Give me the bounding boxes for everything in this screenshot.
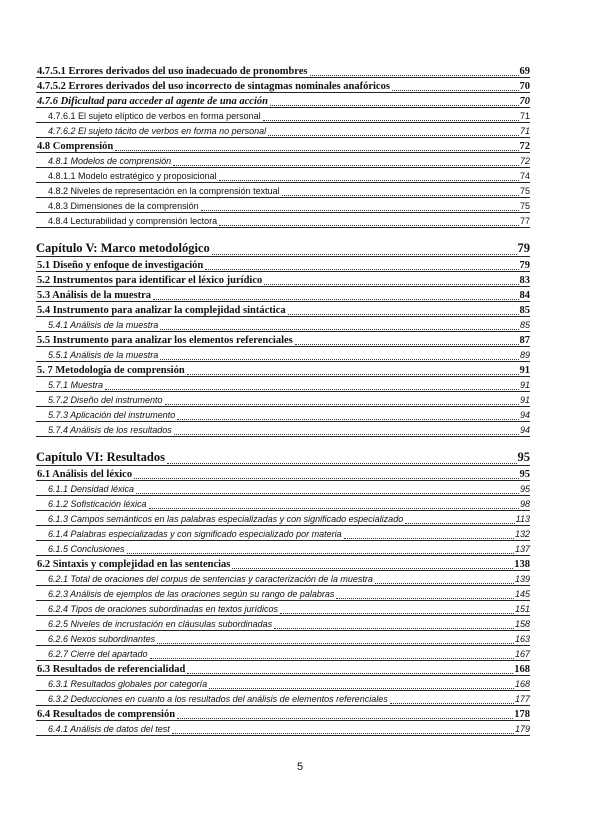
toc-entry-page: 178 (514, 709, 530, 720)
section-spacer (36, 438, 530, 448)
toc-entry-page: 179 (514, 724, 530, 734)
dot-leader (160, 329, 519, 330)
toc-entry-title: 5.2 Instrumentos para identificar el léxico jurídico (37, 275, 263, 286)
toc-entry-page: 138 (514, 559, 530, 570)
dot-leader (160, 359, 519, 360)
toc-entry-title: 6.1.4 Palabras especializadas y con significado especializado por materia (48, 529, 342, 539)
toc-entry-title: 6.2.3 Análisis de ejemplos de las oraciones según su rango de palabras (48, 589, 335, 599)
toc-entry-title: 6.2.4 Tipos de oraciones subordinadas en textos jurídicos (48, 604, 279, 614)
toc-entry (36, 139, 530, 154)
toc-entry-title: 5.1 Diseño y enfoque de investigación (37, 260, 204, 271)
toc-entry-page: 72 (519, 141, 530, 152)
toc-entry-title: 4.7.6.1 El sujeto elíptico de verbos en forma personal (48, 111, 261, 121)
dot-leader (127, 553, 514, 554)
dot-leader (153, 299, 518, 300)
toc-entry-title: 5.7.1 Muestra (48, 380, 104, 390)
toc-entry-title: 6.1.2 Sofisticación léxica (48, 499, 147, 509)
toc-entry (36, 572, 530, 587)
toc-entry-page: 69 (519, 66, 530, 77)
toc-entry (36, 542, 530, 557)
toc-entry-title: 4.7.6.2 El sujeto tácito de verbos en forma no personal (48, 126, 267, 136)
toc-entry-page: 75 (519, 186, 530, 196)
toc-entry-title: 6.1.3 Campos semánticos en las palabras especializadas y con significado especializado (48, 514, 404, 524)
toc-entry (36, 482, 530, 497)
dot-leader (392, 90, 519, 91)
dot-leader (150, 658, 514, 659)
section-spacer (36, 229, 530, 239)
dot-leader (212, 254, 517, 255)
dot-leader (219, 180, 519, 181)
toc-entry (36, 677, 530, 692)
dot-leader (270, 105, 519, 106)
toc-entry-page: 132 (514, 529, 530, 539)
dot-leader (344, 538, 514, 539)
toc-entry-page: 70 (519, 96, 530, 107)
dot-leader (201, 210, 519, 211)
toc-entry-page: 95 (517, 450, 530, 464)
toc-entry (36, 169, 530, 184)
toc-entry (36, 154, 530, 169)
dot-leader (405, 523, 514, 524)
dot-leader (157, 643, 514, 644)
dot-leader (187, 673, 513, 674)
toc-entry (36, 109, 530, 124)
toc-entry-title: 6.4.1 Análisis de datos del test (48, 724, 170, 734)
toc-entry-title: 5.7.4 Análisis de los resultados (48, 425, 172, 435)
toc-entry-title: 6.3 Resultados de referencialidad (37, 664, 186, 675)
toc-entry-title: 5.7.2 Diseño del instrumento (48, 395, 163, 405)
toc-entry-title: 4.7.5.2 Errores derivados del uso incorrecto de sintagmas nominales anafóricos (37, 81, 390, 92)
toc-entry (36, 288, 530, 303)
toc-entry-page: 79 (519, 260, 530, 271)
dot-leader (295, 344, 519, 345)
dot-leader (336, 598, 514, 599)
dot-leader (209, 688, 514, 689)
toc-entry (36, 333, 530, 348)
toc-entry-page: 74 (519, 171, 530, 181)
toc-entry-page: 85 (519, 320, 530, 330)
toc-entry-page: 113 (515, 514, 530, 524)
toc-entry (36, 408, 530, 423)
toc-entry-title: 5.4 Instrumento para analizar la complejidad sintáctica (37, 305, 286, 316)
toc-entry-title: 4.8.3 Dimensiones de la comprensión (48, 201, 199, 211)
toc-entry-page: 168 (514, 679, 530, 689)
toc-entry-title: 5. 7 Metodología de comprensión (37, 365, 185, 376)
toc-entry-title: 6.2.6 Nexos subordinantes (48, 634, 156, 644)
toc-entry-page: 168 (514, 664, 530, 675)
dot-leader (173, 165, 519, 166)
toc-entry (36, 184, 530, 199)
dot-leader (167, 463, 517, 464)
toc-entry-title: 6.3.2 Deducciones en cuanto a los resultados del análisis de elementos referenciales (48, 694, 388, 704)
toc-entry-page: 91 (519, 395, 530, 405)
toc-entry (36, 303, 530, 318)
toc-entry-page: 94 (519, 410, 530, 420)
dot-leader (149, 508, 519, 509)
toc-entry (36, 378, 530, 393)
dot-leader (105, 389, 519, 390)
dot-leader (310, 75, 519, 76)
toc-entry-title: 5.3 Análisis de la muestra (37, 290, 152, 301)
toc-entry (36, 692, 530, 707)
toc-entry-page: 145 (514, 589, 530, 599)
toc-entry-page: 167 (514, 649, 530, 659)
toc-entry-page: 71 (519, 111, 530, 121)
toc-entry (36, 647, 530, 662)
toc-entry (36, 348, 530, 363)
toc-entry-page: 95 (519, 469, 530, 480)
toc-entry-page: 158 (514, 619, 530, 629)
toc-entry (36, 423, 530, 438)
dot-leader (280, 613, 514, 614)
toc-entry (36, 602, 530, 617)
toc-entry-title: 6.2.5 Niveles de incrustación en cláusulas subordinadas (48, 619, 273, 629)
dot-leader (375, 583, 514, 584)
toc-entry-page: 177 (514, 694, 530, 704)
toc-entry (36, 497, 530, 512)
toc-entry (36, 393, 530, 408)
toc-entry (36, 79, 530, 94)
toc-entry (36, 512, 530, 527)
toc-entry-title: 6.1.1 Densidad léxica (48, 484, 135, 494)
toc-entry-title: 6.4 Resultados de comprensión (37, 709, 176, 720)
toc-entry-title: 4.7.5.1 Errores derivados del uso inadecuado de pronombres (37, 66, 308, 77)
toc-entry-title: 6.2 Sintaxis y complejidad en las sentencias (37, 559, 231, 570)
toc-entry-page: 139 (514, 574, 530, 584)
toc-entry-page: 98 (519, 499, 530, 509)
dot-leader (177, 419, 519, 420)
toc-entry-title: 4.7.6 Dificultad para acceder al agente de una acción (37, 96, 268, 107)
dot-leader (268, 135, 519, 136)
toc-entry-title: 6.3.1 Resultados globales por categoría (48, 679, 208, 689)
dot-leader (264, 284, 518, 285)
toc-entry-page: 70 (519, 81, 530, 92)
dot-leader (288, 314, 519, 315)
page-number: 5 (296, 761, 304, 773)
toc-entry-title: 5.5 Instrumento para analizar los elementos referenciales (37, 335, 293, 346)
toc-entry-page: 71 (519, 126, 530, 136)
dot-leader (219, 225, 519, 226)
dot-leader (177, 718, 513, 719)
toc-entry-title: Capítulo V: Marco metodológico (36, 241, 210, 255)
toc-entry (36, 617, 530, 632)
toc-entry-page: 87 (519, 335, 530, 346)
toc-entry (36, 94, 530, 109)
toc-entry (36, 199, 530, 214)
dot-leader (232, 568, 513, 569)
toc-entry-page: 77 (519, 216, 530, 226)
dot-leader (172, 733, 514, 734)
dot-leader (205, 269, 518, 270)
toc-entry-page: 84 (519, 290, 530, 301)
dot-leader (274, 628, 514, 629)
toc-entry-title: 5.4.1 Análisis de la muestra (48, 320, 159, 330)
toc-entry-title: 5.5.1 Análisis de la muestra (48, 350, 159, 360)
toc-entry-title: 6.1.5 Conclusiones (48, 544, 125, 554)
toc-entry (36, 632, 530, 647)
toc-entry (36, 448, 530, 467)
toc-entry (36, 64, 530, 79)
toc-entry (36, 363, 530, 378)
dot-leader (115, 150, 518, 151)
dot-leader (390, 703, 514, 704)
toc-entry-page: 137 (514, 544, 530, 554)
toc-entry-title: 4.8.1.1 Modelo estratégico y proposicional (48, 171, 217, 181)
toc-entry-title: 4.8.1 Modelos de comprensión (48, 156, 172, 166)
toc-entry-page: 83 (519, 275, 530, 286)
dot-leader (134, 478, 518, 479)
toc-entry (36, 273, 530, 288)
toc-entry (36, 318, 530, 333)
toc-entry (36, 587, 530, 602)
dot-leader (136, 493, 519, 494)
toc-entry-page: 91 (519, 380, 530, 390)
dot-leader (187, 374, 519, 375)
toc-entry-page: 72 (519, 156, 530, 166)
toc-entry (36, 467, 530, 482)
toc-entry-page: 89 (519, 350, 530, 360)
toc-entry (36, 124, 530, 139)
dot-leader (174, 434, 519, 435)
toc-entry (36, 722, 530, 737)
toc-entry-page: 75 (519, 201, 530, 211)
toc-entry-title: 5.7.3 Aplicación del instrumento (48, 410, 176, 420)
toc-entry-page: 79 (517, 241, 530, 255)
dot-leader (282, 195, 519, 196)
table-of-contents (36, 64, 530, 737)
dot-leader (165, 404, 519, 405)
toc-entry-title: 6.2.1 Total de oraciones del corpus de sentencias y caracterización de la muestra (48, 574, 373, 584)
toc-entry-page: 95 (519, 484, 530, 494)
toc-entry (36, 707, 530, 722)
toc-entry-title: Capítulo VI: Resultados (36, 450, 165, 464)
toc-entry-page: 151 (514, 604, 530, 614)
toc-entry-title: 4.8.4 Lecturabilidad y comprensión lectora (48, 216, 218, 226)
toc-entry (36, 214, 530, 229)
toc-entry (36, 527, 530, 542)
toc-entry (36, 662, 530, 677)
toc-entry-title: 6.1 Análisis del léxico (37, 469, 133, 480)
toc-entry-page: 163 (514, 634, 530, 644)
toc-entry (36, 258, 530, 273)
toc-entry-title: 6.2.7 Cierre del apartado (48, 649, 148, 659)
toc-entry-title: 4.8 Comprensión (37, 141, 114, 152)
toc-entry-page: 94 (519, 425, 530, 435)
toc-entry (36, 557, 530, 572)
toc-entry-page: 91 (519, 365, 530, 376)
toc-entry-page: 85 (519, 305, 530, 316)
dot-leader (263, 120, 519, 121)
toc-entry (36, 239, 530, 258)
toc-entry-title: 4.8.2 Niveles de representación en la comprensión textual (48, 186, 280, 196)
